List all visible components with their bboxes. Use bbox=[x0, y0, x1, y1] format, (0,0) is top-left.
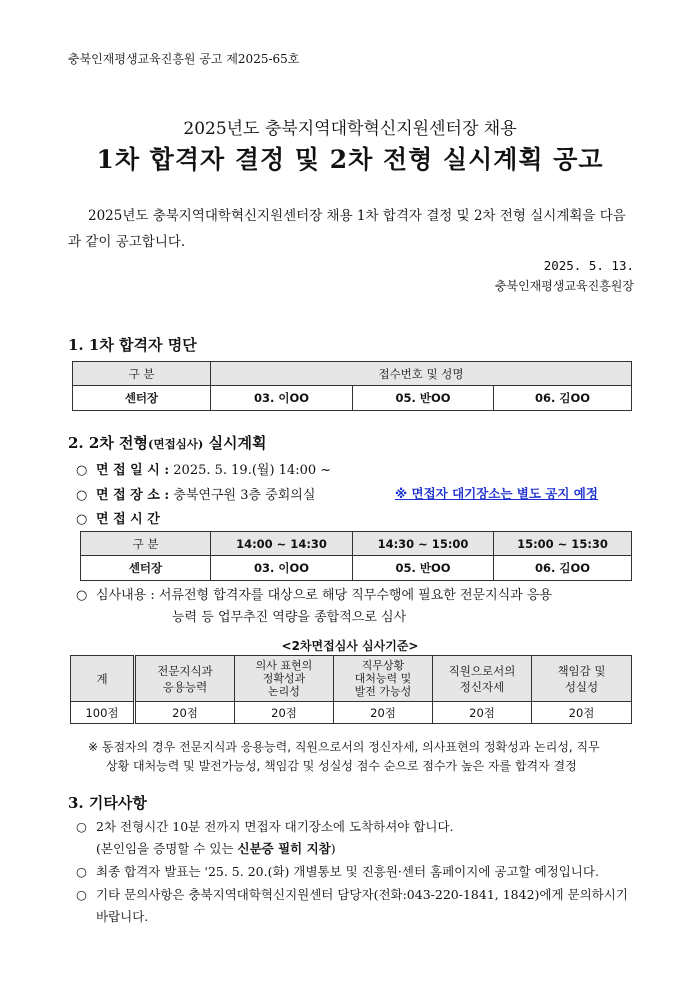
interview-place-line bbox=[76, 484, 315, 503]
criteria-header: 직무상황 대처능력 및 발전 가능성 bbox=[334, 656, 433, 702]
interview-date-label: 면 접 일 시 : bbox=[96, 463, 170, 478]
table-row bbox=[71, 702, 632, 724]
review-content bbox=[76, 585, 642, 629]
interview-place-label: 면 접 장 소 : bbox=[96, 488, 170, 503]
bullet-icon: ○ bbox=[76, 887, 87, 902]
tie-break-note: ※ 동점자의 경우 전문지식과 응용능력, 직원으로서의 정신자세, 의사표현의 정확성과 논리성, 직무 상황 대처능력 및 발전가능성, 책임감 및 성실성 점수 순으로 점수가 높은 자를 합격자 결정 bbox=[88, 740, 600, 773]
notice-number: 충북인재평생교육진흥원 공고 제2025-65호 bbox=[68, 52, 300, 66]
table-cell: 20점 bbox=[235, 702, 334, 724]
criteria-table bbox=[70, 655, 632, 724]
bullet-icon: ○ bbox=[76, 864, 87, 879]
table-cell: 06. 김OO bbox=[494, 556, 632, 581]
section3-heading: 3. 기타사항 bbox=[68, 794, 147, 812]
bullet-icon: ○ bbox=[76, 819, 87, 834]
table-header-cell: 14:30 ~ 15:00 bbox=[353, 532, 494, 556]
criteria-total-value: 100점 bbox=[71, 702, 135, 724]
table-cell: 06. 김OO bbox=[494, 386, 632, 411]
row-label: 센터장 bbox=[81, 556, 211, 581]
issuer: 충북인재평생교육진흥원장 bbox=[494, 279, 634, 293]
review-line-1: ○ 심사내용 : 서류전형 합격자를 대상으로 해당 직무수행에 필요한 전문지식과 응용 bbox=[76, 585, 642, 607]
table-cell: 20점 bbox=[334, 702, 433, 724]
intro-paragraph: 2025년도 충북지역대학혁신지원센터장 채용 1차 합격자 결정 및 2차 전형 실시계획을 다음과 같이 공고합니다. bbox=[68, 208, 626, 250]
waiting-place-note: ※ 면접자 대기장소는 별도 공지 예정 bbox=[395, 486, 598, 501]
interview-date-value: 2025. 5. 19.(월) 14:00 ~ bbox=[173, 463, 332, 478]
section2-heading-main: 2. 2차 전형 bbox=[68, 434, 149, 452]
criteria-header: 전문지식과 응용능력 bbox=[135, 656, 235, 702]
bullet-icon: ○ bbox=[76, 512, 88, 527]
table-header-cell: 14:00 ~ 14:30 bbox=[211, 532, 353, 556]
section2-heading bbox=[68, 432, 267, 453]
review-line-2: 능력 등 업무추진 역량을 종합적으로 심사 bbox=[172, 610, 407, 625]
table-header-cell: 접수번호 및 성명 bbox=[211, 362, 632, 386]
etc-item-2: ○ 최종 합격자 발표는 '25. 5. 20.(화) 개별통보 및 진흥원·센터 홈페이지에 공고할 예정입니다. bbox=[76, 861, 646, 883]
etc-item-1: ○ 2차 전형시간 10분 전까지 면접자 대기장소에 도착하셔야 합니다. (본인임을 증명할 수 있는 신분증 필히 지참) bbox=[76, 816, 646, 860]
table-cell: 20점 bbox=[135, 702, 235, 724]
criteria-header: 직원으로서의 정신자세 bbox=[433, 656, 532, 702]
criteria-header: 의사 표현의 정확성과 논리성 bbox=[235, 656, 334, 702]
table-header-cell: 구 분 bbox=[73, 362, 211, 386]
title-line-2: 1차 합격자 결정 및 2차 전형 실시계획 공고 bbox=[96, 145, 604, 174]
table-header-cell: 15:00 ~ 15:30 bbox=[494, 532, 632, 556]
bullet-icon: ○ bbox=[76, 488, 88, 503]
section1-heading: 1. 1차 합격자 명단 bbox=[68, 336, 197, 354]
bullet-icon: ○ bbox=[76, 588, 88, 603]
etc-item-1-sub: (본인임을 증명할 수 있는 신분증 필히 지참) bbox=[96, 841, 336, 856]
interview-time-label: 면 접 시 간 bbox=[96, 512, 160, 527]
table-cell: 05. 반OO bbox=[353, 386, 494, 411]
criteria-total-header: 계 bbox=[71, 656, 135, 702]
table-cell: 20점 bbox=[433, 702, 532, 724]
pass-list-table bbox=[72, 361, 632, 411]
section2-heading-paren: (면접심사) bbox=[148, 437, 204, 451]
interview-time-table bbox=[80, 531, 632, 581]
table-cell: 05. 반OO bbox=[353, 556, 494, 581]
interview-date-line bbox=[76, 459, 331, 478]
table-header-cell: 구 분 bbox=[81, 532, 211, 556]
table-cell: 03. 이OO bbox=[211, 386, 353, 411]
etc-item-3: ○ 기타 문의사항은 충북지역대학혁신지원센터 담당자(전화:043-220-1841, 1842)에게 문의하시기 바랍니다. bbox=[76, 884, 646, 928]
row-label: 센터장 bbox=[73, 386, 211, 411]
notice-date: 2025. 5. 13. bbox=[543, 258, 634, 273]
interview-place-value: 충북연구원 3층 중회의실 bbox=[173, 488, 316, 503]
title-line-1: 2025년도 충북지역대학혁신지원센터장 채용 bbox=[183, 119, 517, 139]
table-row bbox=[81, 556, 632, 581]
interview-time-line bbox=[76, 508, 160, 527]
bullet-icon: ○ bbox=[76, 463, 88, 478]
table-cell: 20점 bbox=[532, 702, 632, 724]
section2-heading-tail: 실시계획 bbox=[203, 434, 267, 452]
table-cell: 03. 이OO bbox=[211, 556, 353, 581]
criteria-header: 책임감 및 성실성 bbox=[532, 656, 632, 702]
table-row bbox=[73, 386, 632, 411]
criteria-caption: <2차면접심사 심사기준> bbox=[281, 639, 419, 653]
